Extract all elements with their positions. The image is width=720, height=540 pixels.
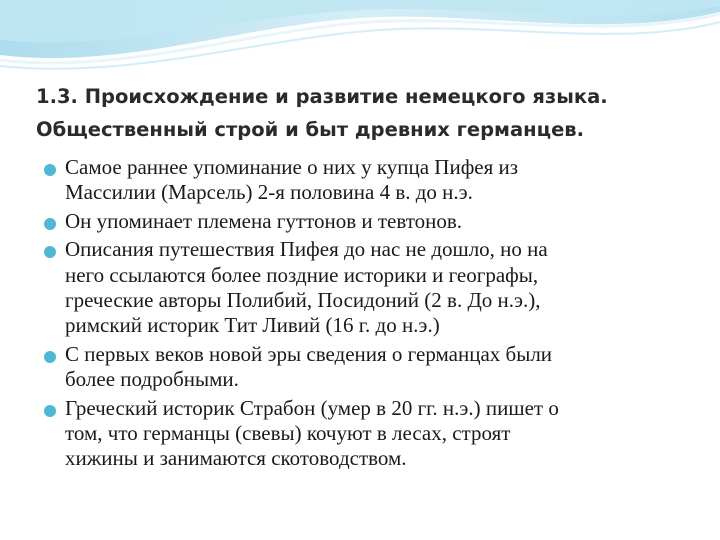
bullet-text-line: С первых веков новой эры сведения о германцах были [65, 341, 553, 366]
bullet-text-line: Массилии (Марсель) 2-я половина 4 в. до н.э. [65, 180, 473, 205]
bullet-dot-icon [44, 164, 56, 176]
slide-title-line: Общественный строй и быт древних германцев. [36, 118, 585, 141]
bullet-dot-icon [44, 405, 56, 417]
bullet-item [44, 209, 694, 234]
bullet-text-line: Описания путешествия Пифея до нас не дошло, но на [65, 237, 548, 262]
bullet-text-line: греческие авторы Полибий, Посидоний (2 в. До н.э.), [65, 288, 541, 313]
header-wave-decoration [0, 0, 720, 90]
bullet-text-line: римский историк Тит Ливий (16 г. до н.э.) [65, 313, 440, 338]
bullet-text-line: него ссылаются более поздние историки и географы, [65, 262, 539, 287]
bullet-text-line: Греческий историк Страбон (умер в 20 гг. н.э.) пишет о [65, 395, 559, 420]
bullet-text-line: Он упоминает племена гуттонов и тевтонов. [65, 208, 463, 233]
bullet-item [44, 237, 694, 339]
slide-title [36, 80, 696, 146]
bullet-text-line: Самое раннее упоминание о них у купца Пифея из [65, 155, 519, 179]
bullet-dot-icon [44, 351, 56, 363]
slide-title-line: 1.3. Происхождение и развитие немецкого языка. [36, 85, 608, 108]
bullet-list [44, 155, 694, 475]
bullet-text-line: более подробными. [65, 367, 239, 392]
bullet-item [44, 342, 694, 393]
bullet-dot-icon [44, 218, 56, 230]
bullet-text-line: том, что германцы (свевы) кочуют в лесах, строят [65, 421, 511, 446]
bullet-text-line: хижины и занимаются скотоводством. [65, 446, 407, 471]
bullet-item [44, 396, 694, 472]
bullet-item [44, 155, 694, 206]
bullet-dot-icon [44, 246, 56, 258]
